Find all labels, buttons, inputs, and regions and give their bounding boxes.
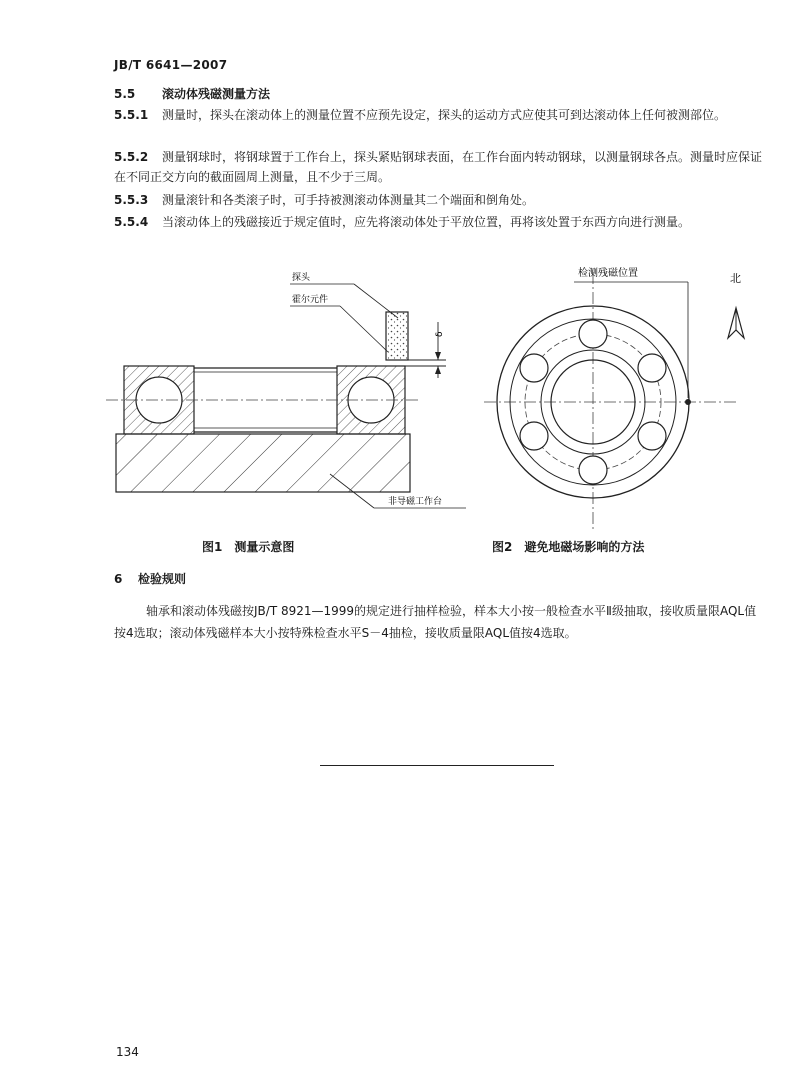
work-table-label: 非导磁工作台 xyxy=(388,497,443,507)
probe-label: 探头 xyxy=(292,273,311,283)
delta-label: δ xyxy=(435,331,445,337)
section-title: 检验规则 xyxy=(138,572,187,586)
north-label: 北 xyxy=(730,272,741,285)
clause-number: 5.5.1 xyxy=(114,108,149,122)
section-6-body: 轴承和滚动体残磁按JB/T 8921—1999的规定进行抽样检验，样本大小按一般检查水平Ⅱ级抽取，接收质量限AQL值按4选取；滚动体残磁样本大小按特殊检查水平S－4抽检，接收质量限AQL值按4选取。 xyxy=(114,604,757,640)
figure-1 xyxy=(106,271,466,508)
clause-text: 测量滚针和各类滚子时，可手持被测滚动体测量其二个端面和倒角处。 xyxy=(162,193,535,207)
section-number: 6 xyxy=(114,572,123,586)
work-table xyxy=(116,434,410,492)
section-title: 滚动体残磁测量方法 xyxy=(162,87,271,101)
clause-text: 当滚动体上的残磁接近于规定值时，应先将滚动体处于平放位置，再将该处置于东西方向进行测量。 xyxy=(162,215,691,229)
clause-text: 测量钢球时，将钢球置于工作台上，探头紧贴钢球表面，在工作台面内转动钢球，以测量钢球各点。测量时应保证在不同正交方向的截面圆周上测量，且不少于三周。 xyxy=(114,150,763,184)
probe xyxy=(386,312,408,360)
section-number: 5.5 xyxy=(114,87,136,101)
measure-position-label: 检测残磁位置 xyxy=(578,268,638,279)
section-6-heading xyxy=(114,569,764,589)
figure-2 xyxy=(484,266,744,530)
bearing-section xyxy=(106,366,420,434)
clause-number: 5.5.4 xyxy=(114,215,149,229)
hall-element-label: 霍尔元件 xyxy=(292,295,329,305)
gap-dimension xyxy=(405,322,446,378)
figure1-caption: 图1 测量示意图 xyxy=(202,540,295,554)
end-rule xyxy=(320,765,554,766)
page-number: 134 xyxy=(116,1045,139,1059)
clause-text: 测量时，探头在滚动体上的测量位置不应预先设定，探头的运动方式应使其可到达滚动体上任何被测部位。 xyxy=(162,108,727,122)
clause-number: 5.5.2 xyxy=(114,150,149,164)
north-arrow-icon xyxy=(728,308,744,338)
document-id: JB/T 6641—2007 xyxy=(114,58,228,72)
figure2-caption: 图2 避免地磁场影响的方法 xyxy=(492,540,645,554)
clause-number: 5.5.3 xyxy=(114,193,149,207)
